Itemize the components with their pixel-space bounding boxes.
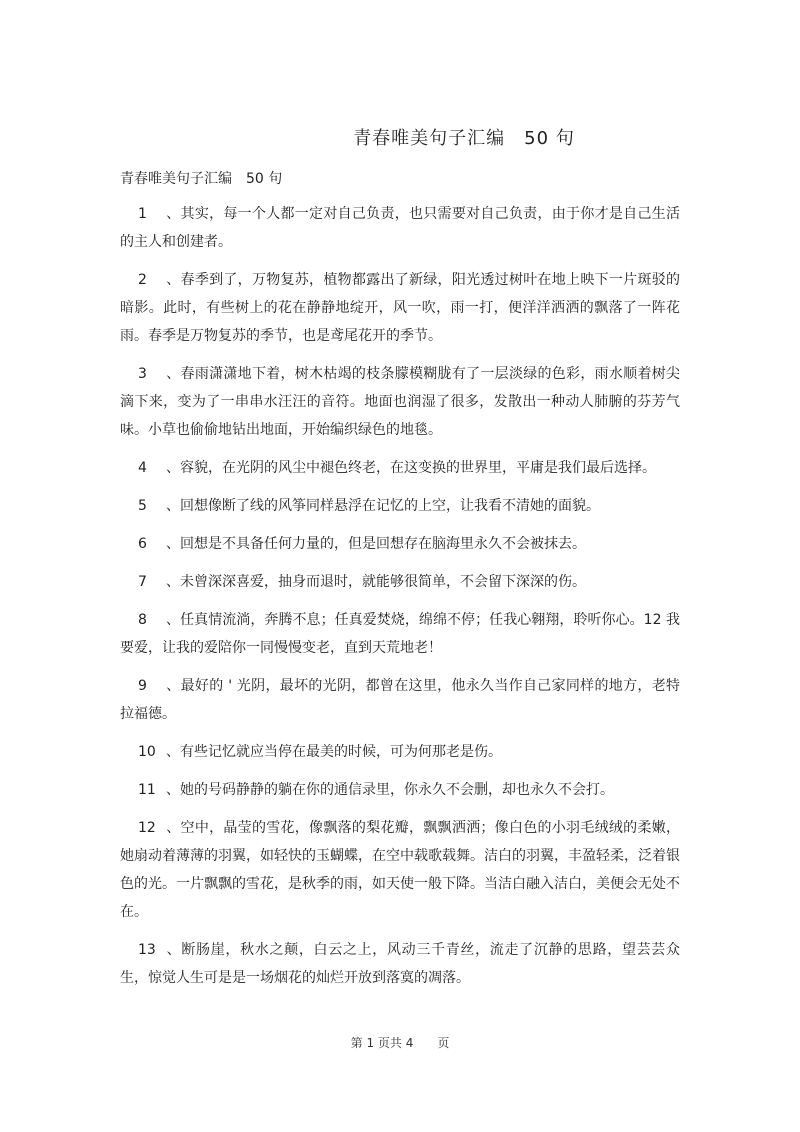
sentence-number: 3 bbox=[138, 366, 147, 382]
sentence-item bbox=[120, 776, 680, 804]
sentence-item bbox=[120, 266, 680, 350]
sentence-number: 8 bbox=[138, 612, 147, 628]
sentence-item bbox=[120, 492, 680, 520]
sentence-text: 、任真情流淌，奔腾不息；任真爱焚烧，绵绵不停；任我心翱翔，聆听你心。12 我要爱，让我的爱陪你一同慢慢变老，直到天荒地老！ bbox=[120, 612, 680, 656]
sentence-text: 、有些记忆就应当停在最美的时候，可为何那老是伤。 bbox=[166, 744, 502, 760]
sentence-text: 、其实，每一个人都一定对自己负责，也只需要对自己负责，由于你才是自己生活的主人和创建者。 bbox=[120, 206, 680, 250]
sentence-item bbox=[120, 936, 680, 992]
sentence-text: 、春雨潇潇地下着，树木枯竭的枝条朦模糊胧有了一层淡绿的色彩，雨水顺着树尖滴下来，变为了一串串水汪汪的音符。地面也润湿了很多，发散出一种动人肺腑的芬芳气味。小草也偷偷地钻出地面，开始编织绿色的地毯。 bbox=[120, 366, 680, 438]
sentence-number: 10 bbox=[138, 744, 156, 760]
sentence-item bbox=[120, 200, 680, 256]
sentence-item bbox=[120, 738, 680, 766]
document-subtitle: 青春唯美句子汇编 50 句 bbox=[120, 171, 283, 187]
sentence-item bbox=[120, 814, 680, 926]
sentence-number: 13 bbox=[138, 942, 156, 958]
sentence-text: 、回想是不具备任何力量的，但是回想存在脑海里永久不会被抹去。 bbox=[166, 536, 586, 552]
sentence-number: 12 bbox=[138, 820, 156, 836]
sentence-text: 、她的号码静静的躺在你的通信录里，你永久不会删，却也永久不会打。 bbox=[166, 782, 614, 798]
sentence-item bbox=[120, 672, 680, 728]
sentence-text: 、回想像断了线的风筝同样悬浮在记忆的上空，让我看不清她的面貌。 bbox=[166, 498, 600, 514]
sentence-item bbox=[120, 530, 680, 558]
page-footer: 第 1 页共 4 页 bbox=[350, 1036, 450, 1050]
sentence-text: 、容貌，在光阴的风尘中褪色终老，在这变换的世界里，平庸是我们最后选择。 bbox=[166, 460, 656, 476]
sentence-number: 9 bbox=[138, 678, 147, 694]
sentence-item bbox=[120, 606, 680, 662]
sentence-item bbox=[120, 454, 680, 482]
document-title: 青春唯美句子汇编 50 句 bbox=[353, 128, 575, 149]
sentence-text: 、最好的 ' 光阴，最坏的光阴，都曾在这里，他永久当作自己家同样的地方，老特拉福德。 bbox=[120, 678, 680, 722]
sentence-text: 、未曾深深喜爱，抽身而退时，就能够很简单，不会留下深深的伤。 bbox=[166, 574, 586, 590]
sentence-number: 6 bbox=[138, 536, 147, 552]
sentence-number: 7 bbox=[138, 574, 147, 590]
sentence-number: 2 bbox=[138, 272, 147, 288]
sentence-number: 11 bbox=[138, 782, 156, 798]
sentence-number: 1 bbox=[138, 206, 147, 222]
sentence-item bbox=[120, 568, 680, 596]
sentence-text: 、空中，晶莹的雪花，像飘落的梨花瓣，飘飘洒洒；像白色的小羽毛绒绒的柔嫩，她扇动着薄薄的羽翼，如轻快的玉蝴蝶，在空中载歌载舞。洁白的羽翼，丰盈轻柔，泛着银色的光。一片飘飘的雪花，是秋季的雨，如天使一般下降。当洁白融入洁白，美便会无处不在。 bbox=[120, 820, 680, 920]
sentence-text: 、春季到了，万物复苏，植物都露出了新绿，阳光透过树叶在地上映下一片斑驳的暗影。此时，有些树上的花在静静地绽开，风一吹，雨一打，便洋洋洒洒的飘落了一阵花雨。春季是万物复苏的季节，也是鸢尾花开的季节。 bbox=[120, 272, 680, 344]
sentence-text: 、断肠崖，秋水之颠，白云之上，风动三千青丝，流走了沉静的思路，望芸芸众生，惊觉人生可是是一场烟花的灿烂开放到落寞的凋落。 bbox=[120, 942, 680, 986]
sentence-number: 4 bbox=[138, 460, 147, 476]
sentence-item bbox=[120, 360, 680, 444]
sentence-list bbox=[120, 200, 680, 1002]
sentence-number: 5 bbox=[138, 498, 147, 514]
